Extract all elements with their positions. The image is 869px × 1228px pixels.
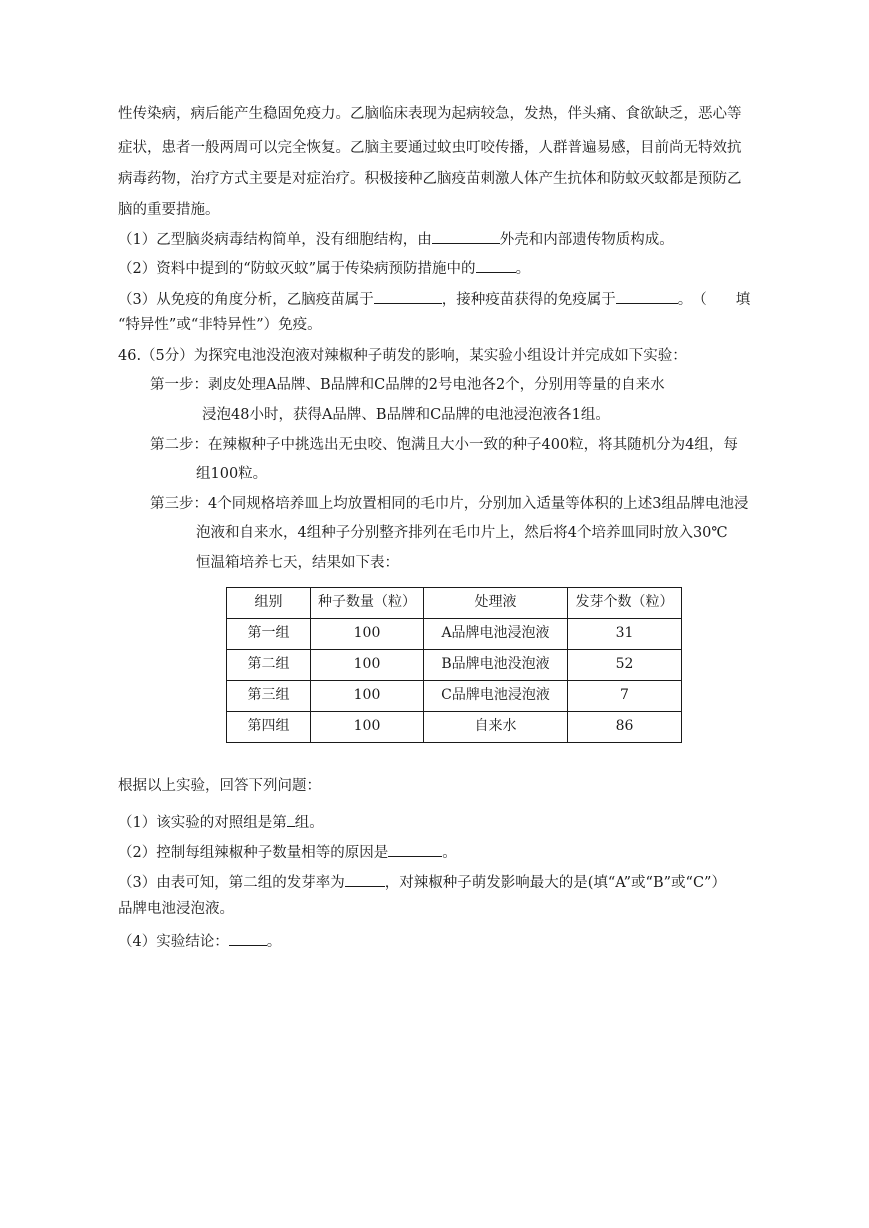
question-1 <box>118 810 324 830</box>
q46-step3-cont2: 恒温箱培养七天，结果如下表： <box>196 555 399 571</box>
table-row <box>227 650 682 681</box>
q45-question-3 <box>118 287 750 307</box>
question-3 <box>118 870 726 890</box>
table-header-cell: 组别 <box>227 588 311 619</box>
results-table <box>226 587 682 743</box>
table-cell: 第三组 <box>227 681 311 712</box>
answer-blank[interactable] <box>476 256 516 273</box>
q46-step3-cont1: 泡液和自来水，4组种子分别整齐排列在毛巾片上，然后将4个培养皿同时放入30℃ <box>196 525 728 541</box>
question-3-text-a: （3）由表可知，第二组的发芽率为 <box>118 875 345 891</box>
table-row <box>227 681 682 712</box>
question-2-text-a: （2）控制每组辣椒种子数量相等的原因是 <box>118 845 389 861</box>
intro-line-2: 症状，患者一般两周可以完全恢复。乙脑主要通过蚊虫叮咬传播，人群普遍易感，目前尚无特效抗 <box>118 140 742 156</box>
q45-q2-text-b: 。 <box>515 261 531 277</box>
intro-line-3: 病毒药物，治疗方式主要是对症治疗。积极接种乙脑疫苗刺激人体产生抗体和防蚊灭蚊都是预防乙 <box>118 171 742 187</box>
table-row <box>227 619 682 650</box>
questions-lead: 根据以上实验，回答下列问题： <box>118 778 321 794</box>
q46-header: 46.（5分）为探究电池没泡液对辣椒种子萌发的影响，某实验小组设计并完成如下实验： <box>118 348 687 364</box>
question-4-text-a: （4）实验结论： <box>118 934 229 950</box>
table-cell: 52 <box>568 650 682 681</box>
q46-step3: 第三步：4个同规格培养皿上均放置相同的毛巾片，分别加入适量等体积的上述3组品牌电池浸 <box>150 496 749 512</box>
q46-step2: 第二步：在辣椒种子中挑选出无虫咬、饱满且大小一致的种子400粒，将其随机分为4组，每 <box>150 437 738 453</box>
table-cell: 100 <box>311 650 424 681</box>
question-4 <box>118 929 281 949</box>
table-cell: 第二组 <box>227 650 311 681</box>
q46-step1: 第一步：剥皮处理A品牌、B品牌和C品牌的2号电池各2个，分别用等量的自来水 <box>150 377 665 393</box>
question-3-text-b: ，对辣椒种子萌发影响最大的是(填“A”或“B”或“C”） <box>384 875 726 891</box>
q46-step1-cont: 浸泡48小时，获得A品牌、B品牌和C品牌的电池浸泡液各1组。 <box>202 407 610 423</box>
table-header-cell: 发芽个数（粒） <box>568 588 682 619</box>
q46-step2-cont: 组100粒。 <box>196 466 268 482</box>
table-cell: B品牌电池没泡液 <box>424 650 568 681</box>
answer-blank[interactable] <box>345 870 385 887</box>
table-header-cell: 处理液 <box>424 588 568 619</box>
answer-blank[interactable] <box>432 227 500 244</box>
table-cell: 86 <box>568 712 682 743</box>
table-cell: 100 <box>311 681 424 712</box>
q45-q3-text-c: 。 （ 填 <box>677 292 751 308</box>
table-cell: 100 <box>311 619 424 650</box>
question-2-text-b: 。 <box>442 845 457 861</box>
question-1-text-b: 组。 <box>294 815 324 831</box>
question-1-text-a: （1）该实验的对照组是第 <box>118 815 287 831</box>
q45-question-1 <box>118 227 674 247</box>
q45-q1-text-b: 外壳和内部遗传物质构成。 <box>499 232 674 248</box>
table-cell: A品牌电池浸泡液 <box>424 619 568 650</box>
table-cell: 自来水 <box>424 712 568 743</box>
question-4-text-b: 。 <box>266 934 282 950</box>
table-cell: 7 <box>568 681 682 712</box>
q45-q1-text-a: （1）乙型脑炎病毒结构简单，没有细胞结构，由 <box>118 232 432 248</box>
q45-q2-text-a: （2）资料中提到的“防蚊灭蚊”属于传染病预防措施中的 <box>118 261 476 277</box>
question-2 <box>118 840 457 860</box>
table-header-cell: 种子数量（粒） <box>311 588 424 619</box>
question-3-cont: 品牌电池浸泡液。 <box>118 901 234 917</box>
table-cell: 100 <box>311 712 424 743</box>
answer-blank[interactable] <box>287 810 295 827</box>
table-cell: C品牌电池浸泡液 <box>424 681 568 712</box>
table-cell: 第四组 <box>227 712 311 743</box>
answer-blank[interactable] <box>616 287 678 304</box>
q45-question-2 <box>118 256 530 276</box>
intro-line-1: 性传染病，病后能产生稳固免疫力。乙脑临床表现为起病较急，发热，伴头痛、食欲缺乏，恶心等 <box>118 106 742 122</box>
table-cell: 31 <box>568 619 682 650</box>
q45-question-3-cont: “特异性”或“非特异性”）免疫。 <box>118 317 322 333</box>
table-cell: 第一组 <box>227 619 311 650</box>
q45-q3-text-a: （3）从免疫的角度分析，乙脑疫苗属于 <box>118 292 374 308</box>
answer-blank[interactable] <box>388 840 442 857</box>
answer-blank[interactable] <box>229 929 267 946</box>
intro-line-4: 脑的重要措施。 <box>118 202 220 218</box>
table-header-row <box>227 588 682 619</box>
answer-blank[interactable] <box>374 287 442 304</box>
q45-q3-text-b: ，接种疫苗获得的免疫属于 <box>441 292 616 308</box>
table-row <box>227 712 682 743</box>
